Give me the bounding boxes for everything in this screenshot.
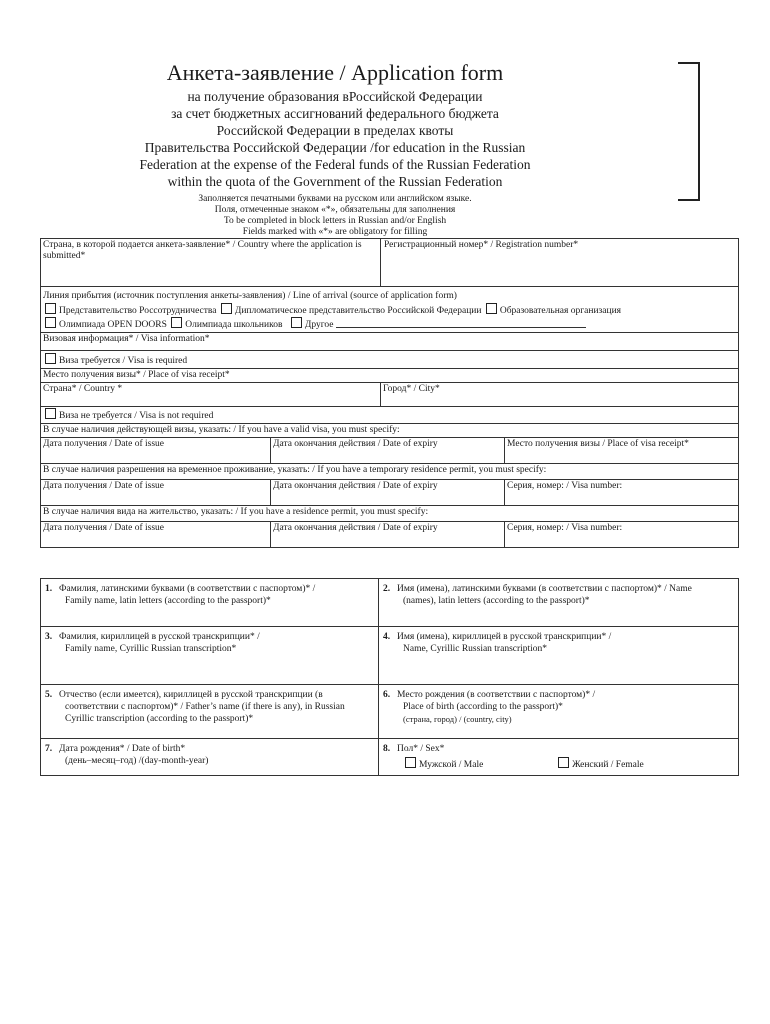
form-title: Анкета-заявление / Application form <box>166 60 504 85</box>
field-number: 8. <box>383 744 391 754</box>
checkbox-open-doors[interactable] <box>45 317 56 328</box>
fathers-name-label-3: Cyrillic transcription (according to the passport)* <box>65 714 254 724</box>
subtitle-line-1: на получение образования вРоссийской Федерации <box>187 89 483 104</box>
option-educational: Образовательная организация <box>499 306 622 316</box>
checkbox-male[interactable] <box>405 757 416 768</box>
place-visa-receipt-label: Место получения визы / Place of visa receipt* <box>507 439 689 449</box>
city-label: Город* / City* <box>383 384 440 394</box>
name-cyrillic-label-en: Name, Cyrillic Russian transcription* <box>403 644 548 654</box>
checkbox-school-olympiad[interactable] <box>171 317 182 328</box>
note-line-1: Заполняется печатными буквами на русском или английском языке. <box>198 194 472 204</box>
sex-label: Пол* / Sex* <box>397 744 445 754</box>
family-name-cyrillic-label-en: Family name, Cyrillic Russian transcription* <box>65 644 237 654</box>
checkbox-female[interactable] <box>558 757 569 768</box>
residence-expiry-date-field[interactable] <box>271 522 505 548</box>
country-submitted-label: Страна, в которой подается анкета-заявление* / Country where the application is submitted* <box>43 240 362 261</box>
option-school-olympiad: Олимпиада школьников <box>185 320 283 330</box>
issue-date-label: Дата получения / Date of issue <box>43 523 165 533</box>
fathers-name-field[interactable] <box>41 685 379 739</box>
registration-number-field[interactable] <box>381 239 739 287</box>
field-number: 2. <box>383 584 391 594</box>
subtitle-line-3: Российской Федерации в пределах квоты <box>216 123 454 138</box>
name-latin-field[interactable] <box>379 579 739 627</box>
header-bracket <box>678 62 700 201</box>
date-of-birth-field[interactable] <box>41 739 379 776</box>
visa-form-table <box>40 238 739 548</box>
option-diplomatic: Дипломатическое представительство Российской Федерации <box>234 306 482 316</box>
temp-permit-expiry-date-field[interactable] <box>271 480 505 506</box>
place-of-birth-hint: (страна, город) / (country, city) <box>403 714 512 724</box>
checkbox-rossotrudnichestvo[interactable] <box>45 303 56 314</box>
checkbox-diplomatic[interactable] <box>221 303 232 314</box>
place-of-birth-field[interactable] <box>379 685 739 739</box>
valid-visa-label: В случае наличия действующей визы, указать: / If you have a valid visa, you must specify: <box>41 424 739 438</box>
field-number: 3. <box>45 632 53 642</box>
family-name-cyrillic-field[interactable] <box>41 627 379 685</box>
family-name-latin-field[interactable] <box>41 579 379 627</box>
subtitle-line-6: within the quota of the Government of the Russian Federation <box>167 174 503 189</box>
country-field[interactable] <box>41 383 381 407</box>
name-cyrillic-field[interactable] <box>379 627 739 685</box>
residence-issue-date-field[interactable] <box>41 522 271 548</box>
valid-visa-place-field[interactable] <box>505 438 739 464</box>
expiry-date-label: Дата окончания действия / Date of expiry <box>273 523 438 533</box>
city-field[interactable] <box>381 383 739 407</box>
checkbox-visa-required[interactable] <box>45 353 56 364</box>
temp-permit-number-field[interactable] <box>505 480 739 506</box>
other-input-line[interactable] <box>336 318 586 328</box>
family-name-latin-label: Фамилия, латинскими буквами (в соответствии с паспортом)* / <box>59 584 316 594</box>
temp-permit-issue-date-field[interactable] <box>41 480 271 506</box>
field-number: 4. <box>383 632 391 642</box>
valid-visa-expiry-date-field[interactable] <box>271 438 505 464</box>
temp-permit-label: В случае наличия разрешения на временное проживание, указать: / If you have a temporary residence permit, you must specify: <box>41 464 739 480</box>
note-line-4: Fields marked with «*» are obligatory for filling <box>242 227 428 237</box>
expiry-date-label: Дата окончания действия / Date of expiry <box>273 439 438 449</box>
place-of-birth-label-en: Place of birth (according to the passport)* <box>403 702 563 712</box>
date-of-birth-label: Дата рождения* / Date of birth* <box>59 744 186 754</box>
field-number: 1. <box>45 584 53 594</box>
country-submitted-field[interactable] <box>41 239 381 287</box>
country-label: Страна* / Country * <box>43 384 123 394</box>
family-name-cyrillic-label: Фамилия, кириллицей в русской транскрипции* / <box>59 632 260 642</box>
visa-required-label: Виза требуется / Visa is required <box>59 355 188 366</box>
sex-field <box>379 739 739 776</box>
residence-number-field[interactable] <box>505 522 739 548</box>
visa-number-label: Серия, номер: / Visa number: <box>507 523 623 533</box>
name-cyrillic-label: Имя (имена), кириллицей в русской транскрипции* / <box>397 632 612 642</box>
option-other: Другое <box>304 320 334 330</box>
note-line-2: Поля, отмеченные знаком «*», обязательны для заполнения <box>214 205 456 215</box>
expiry-date-label: Дата окончания действия / Date of expiry <box>273 481 438 491</box>
checkbox-other[interactable] <box>291 317 302 328</box>
issue-date-label: Дата получения / Date of issue <box>43 481 165 491</box>
checkbox-educational[interactable] <box>486 303 497 314</box>
issue-date-label: Дата получения / Date of issue <box>43 439 165 449</box>
family-name-latin-label-en: Family name, latin letters (according to the passport)* <box>65 596 271 606</box>
line-of-arrival-label: Линия прибытия (источник поступления анкеты-заявления) / Line of arrival (source of application form) <box>43 291 457 301</box>
visa-not-required-label: Виза не требуется / Visa is not required <box>59 411 214 421</box>
note-line-3: To be completed in block letters in Russian and/or English <box>223 216 447 226</box>
subtitle-line-2: за счет бюджетных ассигнований федерального бюджета <box>171 106 499 121</box>
place-of-birth-label: Место рождения (в соответствии с паспортом)* / <box>397 690 596 700</box>
checkbox-visa-not-required[interactable] <box>45 408 56 419</box>
field-number: 6. <box>383 690 391 700</box>
name-latin-label-en: (names), latin letters (according to the passport)* <box>403 596 590 606</box>
female-label: Женский / Female <box>572 760 644 770</box>
subtitle-line-4: Правительства Российской Федерации /for education in the Russian <box>144 140 526 155</box>
subtitle-line-5: Federation at the expense of the Federal funds of the Russian Federation <box>139 157 531 172</box>
option-open-doors: Олимпиада OPEN DOORS <box>59 320 167 330</box>
residence-permit-label: В случае наличия вида на жительство, указать: / If you have a residence permit, you must specify: <box>41 506 739 522</box>
fathers-name-label: Отчество (если имеется), кириллицей в русской транскрипции (в <box>59 690 323 700</box>
male-label: Мужской / Male <box>419 760 484 770</box>
field-number: 7. <box>45 744 53 754</box>
valid-visa-issue-date-field[interactable] <box>41 438 271 464</box>
registration-number-label: Регистрационный номер* / Registration number* <box>384 240 579 250</box>
field-number: 5. <box>45 690 53 700</box>
fathers-name-label-2: соответствии с паспортом)* / Father’s name (if there is any), in Russian <box>65 702 345 712</box>
date-of-birth-format: (день–месяц–год) /(day-month-year) <box>65 756 209 766</box>
visa-info-label: Визовая информация* / Visa information* <box>41 333 739 351</box>
visa-number-label: Серия, номер: / Visa number: <box>507 481 623 491</box>
visa-receipt-place-label: Место получения визы* / Place of visa receipt* <box>41 369 739 383</box>
option-rossotrudnichestvo: Представительство Россотрудничества <box>59 306 217 316</box>
name-latin-label: Имя (имена), латинскими буквами (в соответствии с паспортом)* / Name <box>397 584 692 594</box>
personal-info-table <box>40 578 739 776</box>
